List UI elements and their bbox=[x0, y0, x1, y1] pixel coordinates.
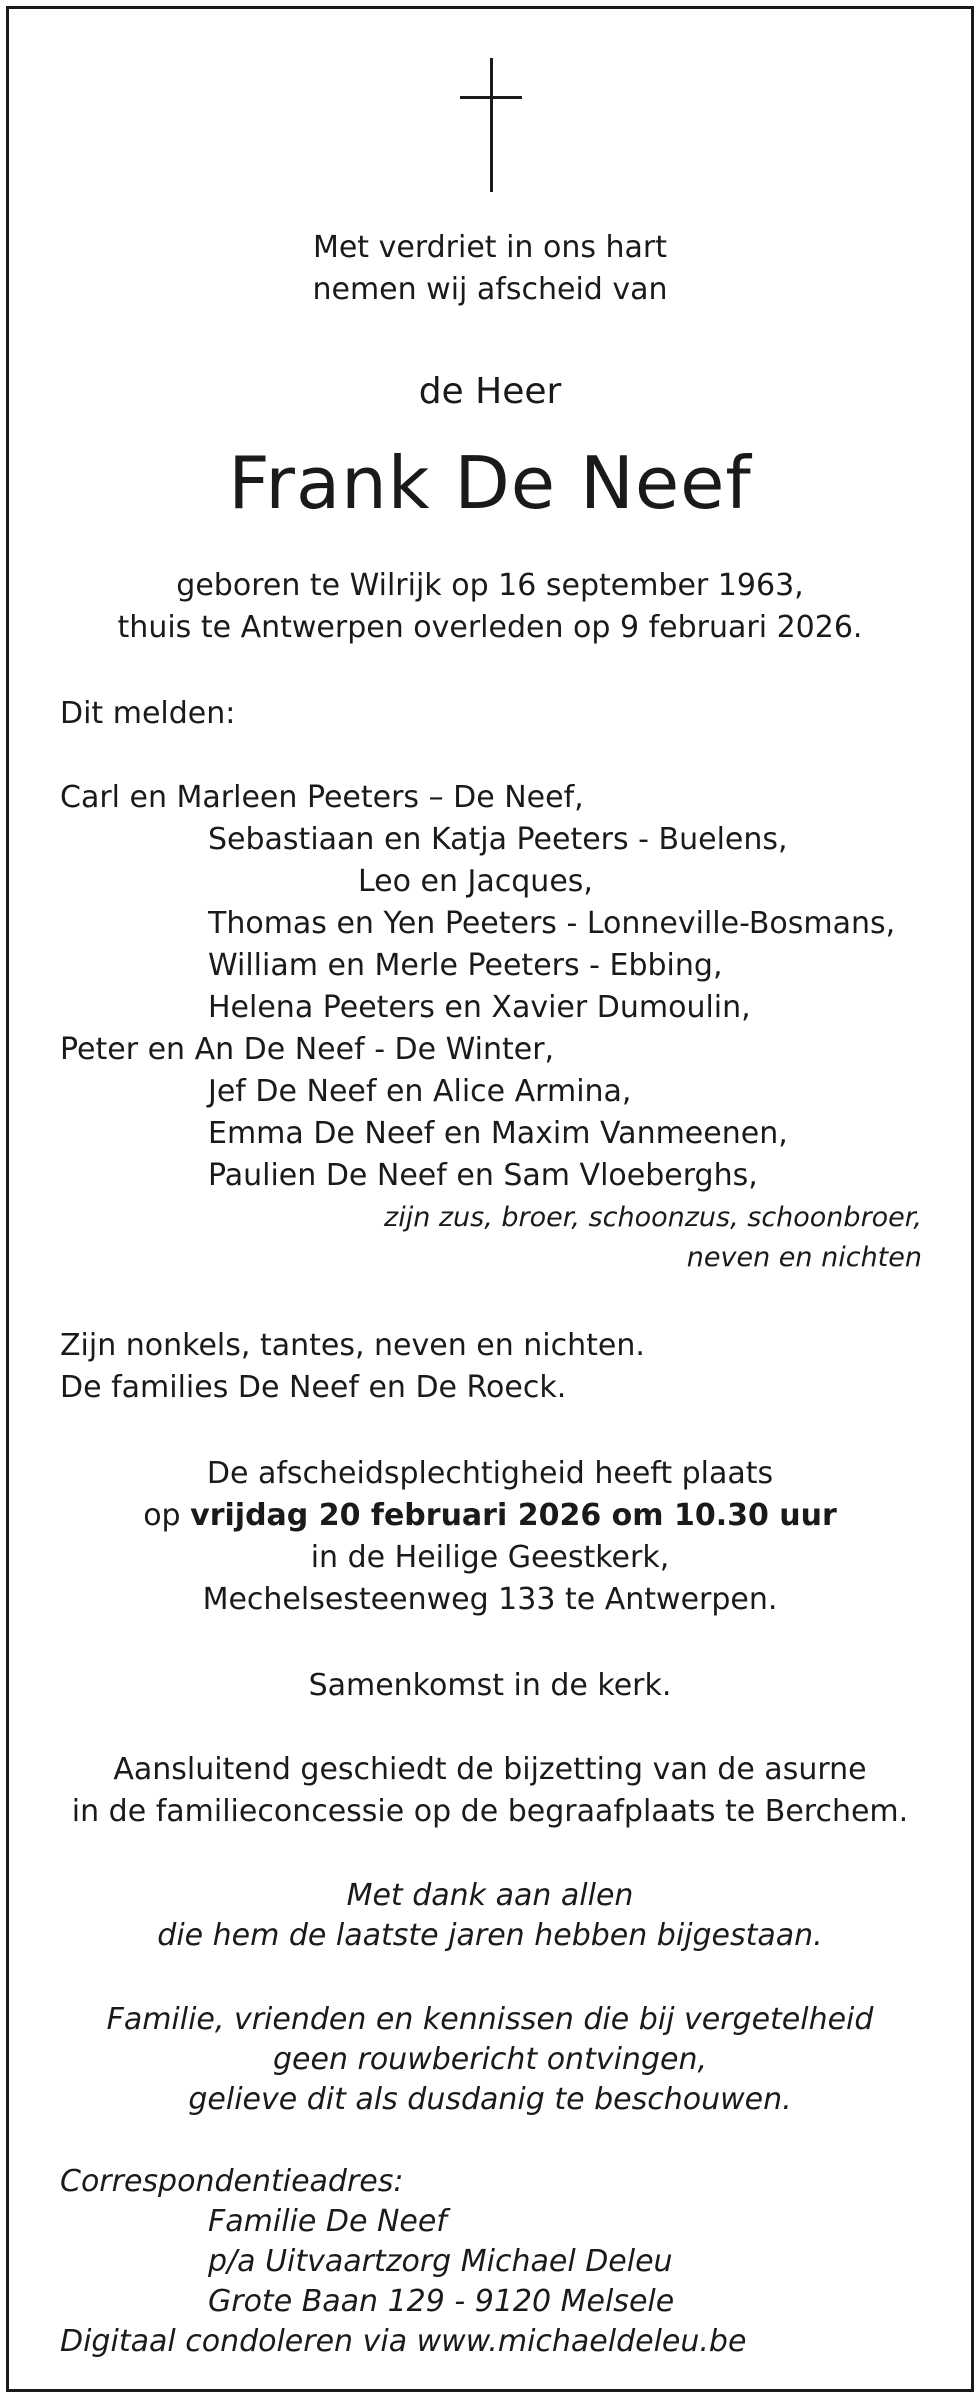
condolence-link[interactable]: Digitaal condoleren via www.michaeldeleu.be bbox=[60, 2324, 747, 2359]
ceremony-prefix: op bbox=[143, 1498, 181, 1533]
ceremony-line-2 bbox=[0, 1496, 980, 1536]
correspondence-line: Familie De Neef bbox=[208, 2204, 447, 2239]
relatives-line-1: Zijn nonkels, tantes, neven en nichten. bbox=[60, 1328, 645, 1363]
family-line: Helena Peeters en Xavier Dumoulin, bbox=[208, 990, 751, 1025]
correspondence-line: Grote Baan 129 - 9120 Melsele bbox=[208, 2284, 675, 2319]
family-line: Carl en Marleen Peeters – De Neef, bbox=[60, 780, 584, 815]
announce-label: Dit melden: bbox=[60, 696, 236, 731]
relatives-line-2: De families De Neef en De Roeck. bbox=[60, 1370, 567, 1405]
ceremony-datetime: vrijdag 20 februari 2026 om 10.30 uur bbox=[190, 1498, 837, 1533]
family-line: William en Merle Peeters - Ebbing, bbox=[208, 948, 723, 983]
honorific: de Heer bbox=[418, 371, 562, 412]
family-line: Sebastiaan en Katja Peeters - Buelens, bbox=[208, 822, 788, 857]
family-line: Peter en An De Neef - De Winter, bbox=[60, 1032, 555, 1067]
family-line: Leo en Jacques, bbox=[358, 864, 593, 899]
notice-line-3: gelieve dit als dusdanig te beschouwen. bbox=[188, 2082, 792, 2117]
cross-icon bbox=[460, 58, 522, 192]
intro-line-1: Met verdriet in ons hart bbox=[312, 230, 668, 265]
family-line: Emma De Neef en Maxim Vanmeenen, bbox=[208, 1116, 788, 1151]
death-line: thuis te Antwerpen overleden op 9 februari 2026. bbox=[117, 610, 863, 645]
correspondence-label: Correspondentieadres: bbox=[60, 2164, 404, 2199]
ceremony-line-4: Mechelsesteenweg 133 te Antwerpen. bbox=[202, 1582, 778, 1617]
ceremony-line-3: in de Heilige Geestkerk, bbox=[310, 1540, 670, 1575]
thanks-line-1: Met dank aan allen bbox=[346, 1878, 634, 1913]
interment-line-1: Aansluitend geschiedt de bijzetting van de asurne bbox=[113, 1752, 867, 1787]
birth-line: geboren te Wilrijk op 16 september 1963, bbox=[176, 568, 804, 603]
relation-line-1: zijn zus, broer, schoonzus, schoonbroer, bbox=[384, 1202, 922, 1233]
thanks-line-2: die hem de laatste jaren hebben bijgestaan. bbox=[157, 1918, 823, 1953]
notice-line-1: Familie, vrienden en kennissen die bij vergetelheid bbox=[106, 2002, 874, 2037]
ceremony-line-1: De afscheidsplechtigheid heeft plaats bbox=[206, 1456, 774, 1491]
deceased-name: Frank De Neef bbox=[228, 441, 752, 525]
notice-line-2: geen rouwbericht ontvingen, bbox=[272, 2042, 707, 2077]
family-line: Thomas en Yen Peeters - Lonneville-Bosmans, bbox=[208, 906, 896, 941]
family-line: Paulien De Neef en Sam Vloeberghs, bbox=[208, 1158, 758, 1193]
relation-line-2: neven en nichten bbox=[686, 1242, 922, 1273]
intro-line-2: nemen wij afscheid van bbox=[312, 272, 668, 307]
correspondence-line: p/a Uitvaartzorg Michael Deleu bbox=[208, 2244, 673, 2279]
gathering-line: Samenkomst in de kerk. bbox=[308, 1668, 672, 1703]
family-line: Jef De Neef en Alice Armina, bbox=[208, 1074, 632, 1109]
interment-line-2: in de familieconcessie op de begraafplaats te Berchem. bbox=[71, 1794, 909, 1829]
